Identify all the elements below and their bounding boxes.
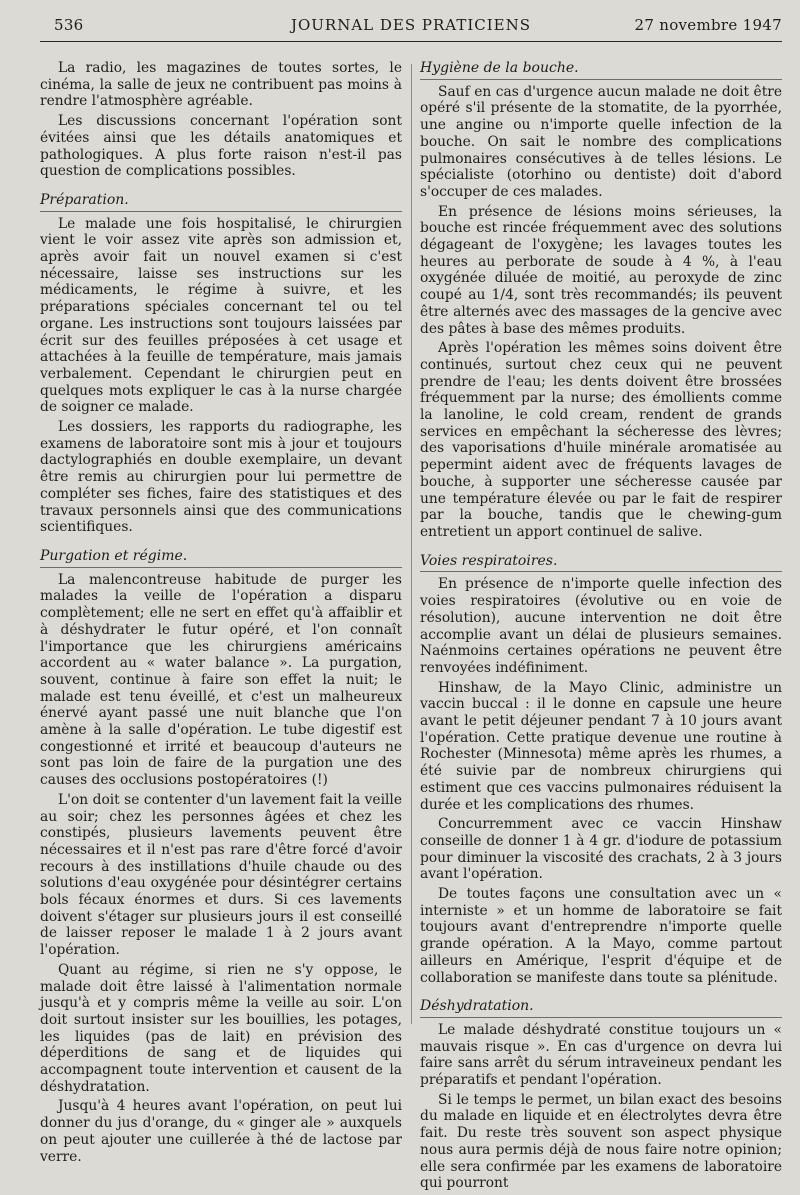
paragraph: En présence de n'importe quelle infection des voies respiratoires (évolutive ou en voie de résolution), aucune intervention ne doit être accomplie avant un délai de plusieurs semaines. Naénmoins certaines opérations ne peuvent être renvoyées indéfiniment.	[420, 576, 782, 676]
paragraph: Quant au régime, si rien ne s'y oppose, le malade doit être laissé à l'alimentation normale jusqu'à et y compris même la veille au soir. L'on doit surtout insister sur les bouillies, les potages, les liquides (pas de lait) en prévision des déperditions de sang et de liquides qui accompagnent toute intervention et causent de la déshydratation.	[40, 961, 402, 1095]
page-header	[40, 16, 782, 38]
paragraph: Sauf en cas d'urgence aucun malade ne doit être opéré s'il présente de la stomatite, de la pyorrhée, une angine ou n'importe quelle infection de la bouche. On sait le nombre des complications pulmonaires consécutives à de telles lésions. Le spécialiste (otorhino ou dentiste) doit d'abord s'occuper de ces malades.	[420, 83, 782, 200]
paragraph: Les discussions concernant l'opération sont évitées ainsi que les détails anatomiques et pathologiques. A plus forte raison n'est-il pas question de complications possibles.	[40, 113, 402, 180]
paragraph: Si le temps le permet, un bilan exact des besoins du malade en liquide et en électrolytes devra être fait. Du reste très souvent son aspect physique nous aura permis déjà de nous faire notre opinion; elle sera confirmée par les examens de laboratoire qui pourront	[420, 1091, 782, 1192]
paragraph: La radio, les magazines de toutes sortes, le cinéma, la salle de jeux ne contribuent pas moins à rendre l'atmosphère agréable.	[40, 60, 402, 110]
paragraph: De toutes façons une consultation avec un « interniste » et un homme de laboratoire se fait toujours avant d'entreprendre n'importe quelle grande opération. A la Mayo, comme partout ailleurs en Amérique, l'esprit d'équipe et de collaboration se manifeste dans toute sa plénitude.	[420, 886, 782, 986]
paragraph: En présence de lésions moins sérieuses, la bouche est rincée fréquemment avec des solutions dégageant de l'oxygène; les lavages toutes les heures au perborate de soude à 4 %, à l'eau oxygénée diluée de moitié, au peroxyde de zinc coupé au 1/4, sont très recommandés; ils peuvent être alternés avec des massages de la gencive avec des pâtes à base des mêmes produits.	[420, 203, 782, 337]
paragraph: Concurremment avec ce vaccin Hinshaw conseille de donner 1 à 4 gr. d'iodure de potassium pour diminuer la viscosité des crachats, 2 à 3 jours avant l'opération.	[420, 816, 782, 883]
paragraph: Jusqu'à 4 heures avant l'opération, on peut lui donner du jus d'orange, du « ginger ale » auxquels on peut ajouter une cuillerée à thé de lactose par verre.	[40, 1098, 402, 1165]
issue-date: 27 novembre 1947	[634, 16, 782, 34]
section-heading-deshydratation: Déshydratation.	[420, 998, 782, 1018]
left-column	[40, 60, 402, 1168]
paragraph: L'on doit se contenter d'un lavement fait la veille au soir; chez les personnes âgées et chez les constipés, plusieurs lavements peuvent être nécessaires et il n'est pas rare d'être forcé d'avoir recours à des instillations d'huile chaude ou des solutions d'eau oxygénée pour désintégrer certains bols fécaux énormes et durs. Si ces lavements doivent s'étager sur plusieurs jours il est conseillé de laisser reposer le malade 1 à 2 jours avant l'opération.	[40, 791, 402, 959]
journal-title: JOURNAL DES PRATICIENS	[290, 16, 532, 34]
column-divider	[411, 64, 412, 1024]
section-heading-preparation: Préparation.	[40, 192, 402, 212]
paragraph: Hinshaw, de la Mayo Clinic, administre un vaccin buccal : il le donne en capsule une heure avant le petit déjeuner pendant 7 à 10 jours avant l'opération. Cette pratique devenue une routine à Rochester (Minnesota) même après les rhumes, a été suivie par de nombreux chirurgiens qui estiment que ces vaccins pulmonaires réduisent la durée et les complications des rhumes.	[420, 679, 782, 813]
paragraph: Le malade une fois hospitalisé, le chirurgien vient le voir assez vite après son admission et, après avoir fait un nouvel examen si c'est nécessaire, laisse ses instructions sur les médicaments, le régime à suivre, et les préparations spéciales concernant tel ou tel organe. Les instructions sont toujours laissées par écrit sur des feuilles préposées à cet usage et attachées à la feuille de température, mais jamais verbalement. Cependant le chirurgien peut en quelques mots expliquer le cas à la nurse chargée de soigner ce malade.	[40, 215, 402, 416]
header-rule	[40, 41, 782, 42]
section-heading-voies: Voies respiratoires.	[420, 553, 782, 573]
right-column	[420, 60, 782, 1195]
page-number: 536	[54, 16, 84, 34]
paragraph: Le malade déshydraté constitue toujours un « mauvais risque ». En cas d'urgence on devra lui faire sans arrêt du sérum intraveineux pendant les préparatifs et pendant l'opération.	[420, 1021, 782, 1089]
paragraph: Après l'opération les mêmes soins doivent être continués, surtout chez ceux qui ne peuvent prendre de l'eau; les dents doivent être brossées fréquemment par la nurse; des émollients comme la lanoline, le cold cream, rendent de grands services en empêchant la sécheresse des lèvres; des vaporisations d'huile minérale aromatisée au pepermint aident avec de fréquents lavages de bouche, à supporter une sécheresse causée par une température élevée ou par le fait de respirer par la bouche, tandis que le chewing-gum entretient un apport continuel de salive.	[420, 340, 782, 540]
paragraph: La malencontreuse habitude de purger les malades la veille de l'opération a disparu complètement; elle ne sert en effet qu'à affaiblir et à déshydrater le futur opéré, et l'on connaît l'importance que les chirurgiens américains accordent au « water balance ». La purgation, souvent, continue à faire son effet la nuit; le malade est tenu éveillé, et c'est un malheureux énervé ayant passé une nuit blanche que l'on amène à la salle d'opération. Le tube digestif est congestionné et irrité et beaucoup d'auteurs ne sont pas loin de faire de la purgation une des causes des occlusions postopératoires (!)	[40, 571, 402, 789]
section-heading-hygiene: Hygiène de la bouche.	[420, 60, 782, 80]
section-heading-purgation: Purgation et régime.	[40, 548, 402, 568]
paragraph: Les dossiers, les rapports du radiographe, les examens de laboratoire sont mis à jour et toujours dactylographiés en double exemplaire, un devant être remis au chirurgien pour lui permettre de compléter ses fiches, faire des statistiques et des travaux personnels ainsi que des communications scientifiques.	[40, 419, 402, 536]
